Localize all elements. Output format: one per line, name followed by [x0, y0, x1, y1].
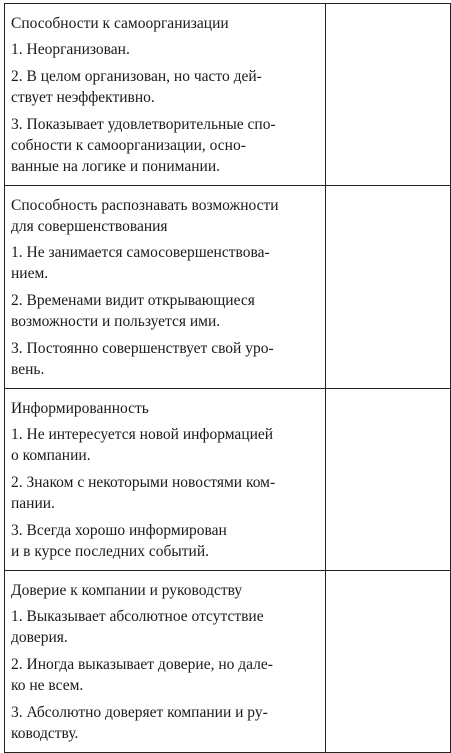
option-line: возможности и пользуется ими.: [11, 313, 221, 330]
score-cell[interactable]: [326, 4, 451, 186]
evaluation-table: [4, 3, 451, 753]
option-2: [11, 290, 319, 332]
criterion-title-text: Информированность: [11, 400, 149, 417]
option-2: [11, 66, 319, 108]
score-cell[interactable]: [326, 186, 451, 389]
criterion-title-text: Доверие к компании и руководству: [11, 582, 243, 599]
criterion-title: [11, 398, 319, 419]
option-line: 3. Абсолютно доверяет компании и ру-: [11, 704, 268, 721]
option-1: [11, 242, 319, 284]
criterion-title: [11, 13, 319, 34]
option-line: о компании.: [11, 447, 91, 464]
option-1: [11, 606, 319, 648]
option-line: собности к самоорганизации, осно-: [11, 137, 246, 154]
option-line: ванные на логике и понимании.: [11, 158, 220, 175]
option-3: [11, 338, 319, 380]
option-line: ко не всем.: [11, 677, 84, 694]
criterion-cell: [5, 389, 326, 571]
option-3: [11, 114, 319, 177]
table-row: [5, 389, 451, 571]
option-line: и в курсе последних событий.: [11, 543, 209, 560]
criterion-cell: [5, 4, 326, 186]
criterion-title-line: для совершенствования: [11, 218, 168, 235]
option-2: [11, 472, 319, 514]
option-2: [11, 654, 319, 696]
option-line: 2. Временами видит открывающиеся: [11, 292, 255, 309]
option-1: [11, 424, 319, 466]
option-line: 2. Знаком с некоторыми новостями ком-: [11, 474, 276, 491]
score-cell[interactable]: [326, 389, 451, 571]
criterion-cell: [5, 571, 326, 753]
option-3: [11, 702, 319, 744]
criterion-cell: [5, 186, 326, 389]
option-line: 1. Не занимается самосовершенствова-: [11, 244, 270, 261]
option-1: [11, 39, 319, 60]
option-3: [11, 520, 319, 562]
option-line: ководству.: [11, 725, 79, 742]
criterion-title-line: Способность распознавать возможности: [11, 197, 279, 214]
option-line: 1. Неорганизован.: [11, 41, 130, 58]
option-line: вень.: [11, 361, 45, 378]
table-row: [5, 571, 451, 753]
option-line: 3. Постоянно совершенствует свой уро-: [11, 340, 274, 357]
table-row: [5, 186, 451, 389]
option-line: 3. Показывает удовлетворительные спо-: [11, 116, 276, 133]
score-cell[interactable]: [326, 571, 451, 753]
table-row: [5, 4, 451, 186]
option-line: нием.: [11, 265, 49, 282]
option-line: 1. Выказывает абсолютное отсутствие: [11, 608, 264, 625]
option-line: ствует неэффективно.: [11, 89, 155, 106]
criterion-title: [11, 195, 319, 237]
option-line: 2. Иногда выказывает доверие, но дале-: [11, 656, 273, 673]
option-line: 1. Не интересуется новой информацией: [11, 426, 274, 443]
option-line: 3. Всегда хорошо информирован: [11, 522, 227, 539]
option-line: 2. В целом организован, но часто дей-: [11, 68, 262, 85]
criterion-title-text: Способности к самоорганизации: [11, 15, 229, 32]
option-line: доверия.: [11, 629, 68, 646]
option-line: пании.: [11, 495, 55, 512]
criterion-title: [11, 580, 319, 601]
